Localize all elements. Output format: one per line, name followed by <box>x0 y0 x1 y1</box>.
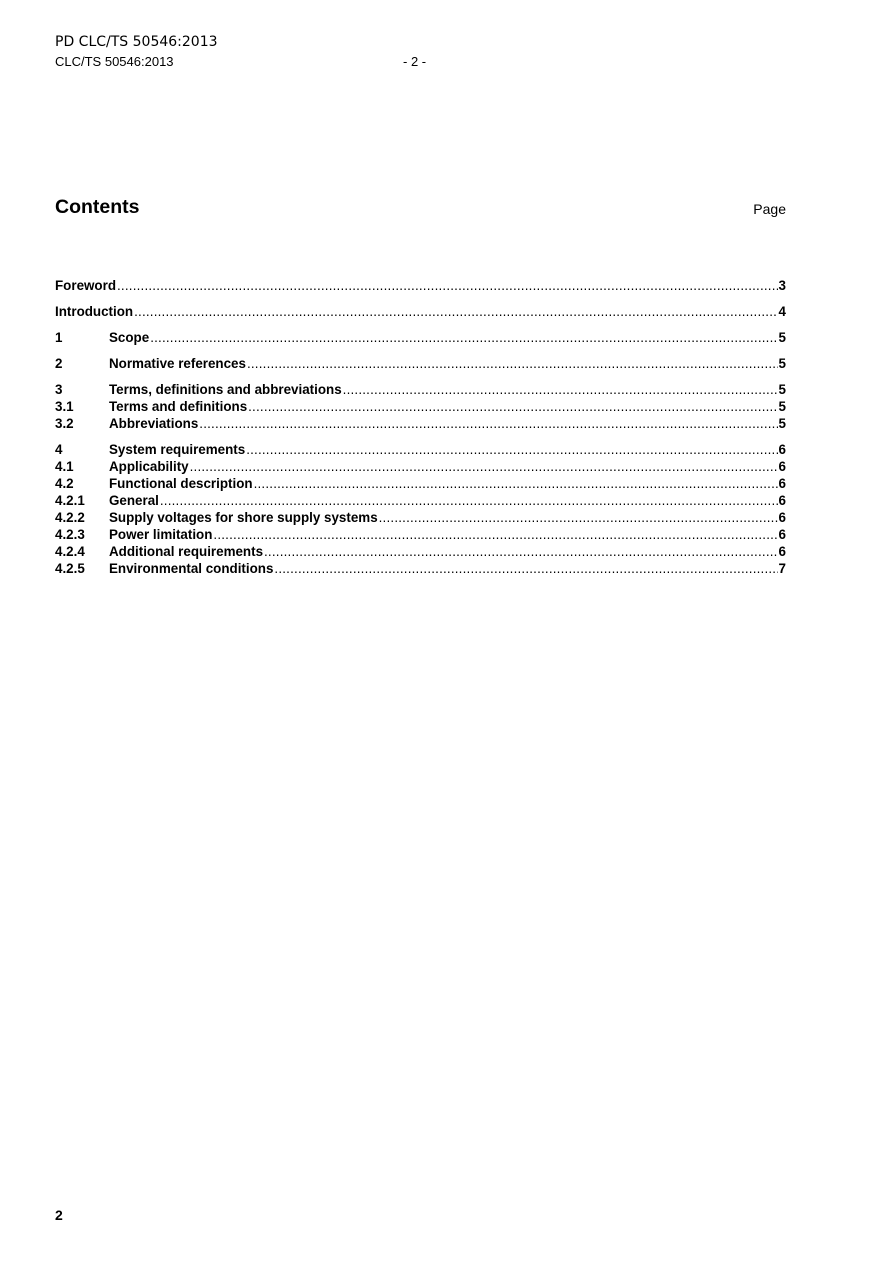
toc-entry-number: 3 <box>55 382 63 397</box>
toc-entry-title: Introduction <box>55 304 134 319</box>
toc-entry-title: Environmental conditions <box>109 561 274 576</box>
toc-entry-title: Abbreviations <box>109 416 199 431</box>
toc-entry-power-limitation[interactable] <box>55 526 786 543</box>
toc-entry-page: 6 <box>778 527 786 542</box>
toc-entry-page: 5 <box>778 382 786 397</box>
toc-leader-dots <box>160 492 778 509</box>
toc-leader-dots <box>264 543 778 560</box>
toc-entry-title: Functional description <box>109 476 253 491</box>
toc-entry-page: 6 <box>778 442 786 457</box>
toc-leader-dots <box>274 560 777 577</box>
header-page-marker: - 2 - <box>403 54 427 69</box>
toc-entry-page: 5 <box>778 416 786 431</box>
toc-entry-title: Scope <box>109 330 150 345</box>
toc-entry-number: 4 <box>55 442 63 457</box>
toc-entry-foreword[interactable] <box>55 277 786 294</box>
toc-entry-number: 4.2.1 <box>55 493 85 508</box>
toc-entry-environmental-conditions[interactable] <box>55 560 786 577</box>
toc-entry-applicability[interactable] <box>55 458 786 475</box>
toc-entry-number: 4.2.5 <box>55 561 85 576</box>
toc-entry-title: System requirements <box>109 442 246 457</box>
toc-leader-dots <box>343 381 778 398</box>
toc-entry-title: Additional requirements <box>109 544 264 559</box>
toc-entry-terms-and-definitions[interactable] <box>55 398 786 415</box>
document-id-header: PD CLC/TS 50546:2013 <box>55 34 218 50</box>
toc-leader-dots <box>379 509 778 526</box>
contents-heading: Contents <box>55 196 140 218</box>
page-column-label: Page <box>753 201 786 217</box>
toc-entry-page: 5 <box>778 330 786 345</box>
toc-entry-number: 4.2.3 <box>55 527 85 542</box>
toc-entry-number: 4.2 <box>55 476 74 491</box>
toc-entry-page: 4 <box>778 304 786 319</box>
toc-entry-title: Normative references <box>109 356 246 371</box>
toc-leader-dots <box>247 355 778 372</box>
toc-entry-system-requirements[interactable] <box>55 441 786 458</box>
toc-entry-abbreviations[interactable] <box>55 415 786 432</box>
toc-entry-number: 4.2.2 <box>55 510 85 525</box>
toc-leader-dots <box>190 458 778 475</box>
toc-entry-page: 6 <box>778 476 786 491</box>
toc-entry-number: 2 <box>55 356 63 371</box>
toc-entry-page: 3 <box>778 278 786 293</box>
toc-leader-dots <box>248 398 777 415</box>
toc-entry-title: Applicability <box>109 459 189 474</box>
toc-leader-dots <box>246 441 777 458</box>
toc-entry-functional-description[interactable] <box>55 475 786 492</box>
toc-entry-number: 3.2 <box>55 416 74 431</box>
toc-entry-number: 4.1 <box>55 459 74 474</box>
toc-entry-introduction[interactable] <box>55 303 786 320</box>
toc-entry-page: 6 <box>778 459 786 474</box>
toc-entry-normative-references[interactable] <box>55 355 786 372</box>
toc-entry-number: 3.1 <box>55 399 74 414</box>
toc-entry-title: Power limitation <box>109 527 213 542</box>
toc-entry-page: 6 <box>778 510 786 525</box>
toc-entry-title: Terms, definitions and abbreviations <box>109 382 342 397</box>
toc-entry-page: 6 <box>778 544 786 559</box>
footer-page-number: 2 <box>55 1207 63 1223</box>
toc-entry-additional-requirements[interactable] <box>55 543 786 560</box>
toc-leader-dots <box>150 329 777 346</box>
toc-entry-page: 5 <box>778 356 786 371</box>
toc-entry-general[interactable] <box>55 492 786 509</box>
toc-entry-title: Supply voltages for shore supply systems <box>109 510 378 525</box>
toc-entry-page: 6 <box>778 493 786 508</box>
toc-leader-dots <box>254 475 778 492</box>
toc-entry-page: 5 <box>778 399 786 414</box>
toc-entry-terms-definitions-abbreviations[interactable] <box>55 381 786 398</box>
toc-leader-dots <box>199 415 777 432</box>
toc-leader-dots <box>117 277 778 294</box>
toc-entry-scope[interactable] <box>55 329 786 346</box>
toc-entry-title: Terms and definitions <box>109 399 248 414</box>
toc-entry-page: 7 <box>778 561 786 576</box>
toc-leader-dots <box>213 526 777 543</box>
toc-leader-dots <box>134 303 777 320</box>
toc-entry-title: Foreword <box>55 278 117 293</box>
document-id-subheader: CLC/TS 50546:2013 <box>55 54 174 69</box>
toc-entry-supply-voltages[interactable] <box>55 509 786 526</box>
table-of-contents <box>55 277 786 577</box>
toc-entry-title: General <box>109 493 159 508</box>
toc-entry-number: 4.2.4 <box>55 544 85 559</box>
toc-entry-number: 1 <box>55 330 63 345</box>
